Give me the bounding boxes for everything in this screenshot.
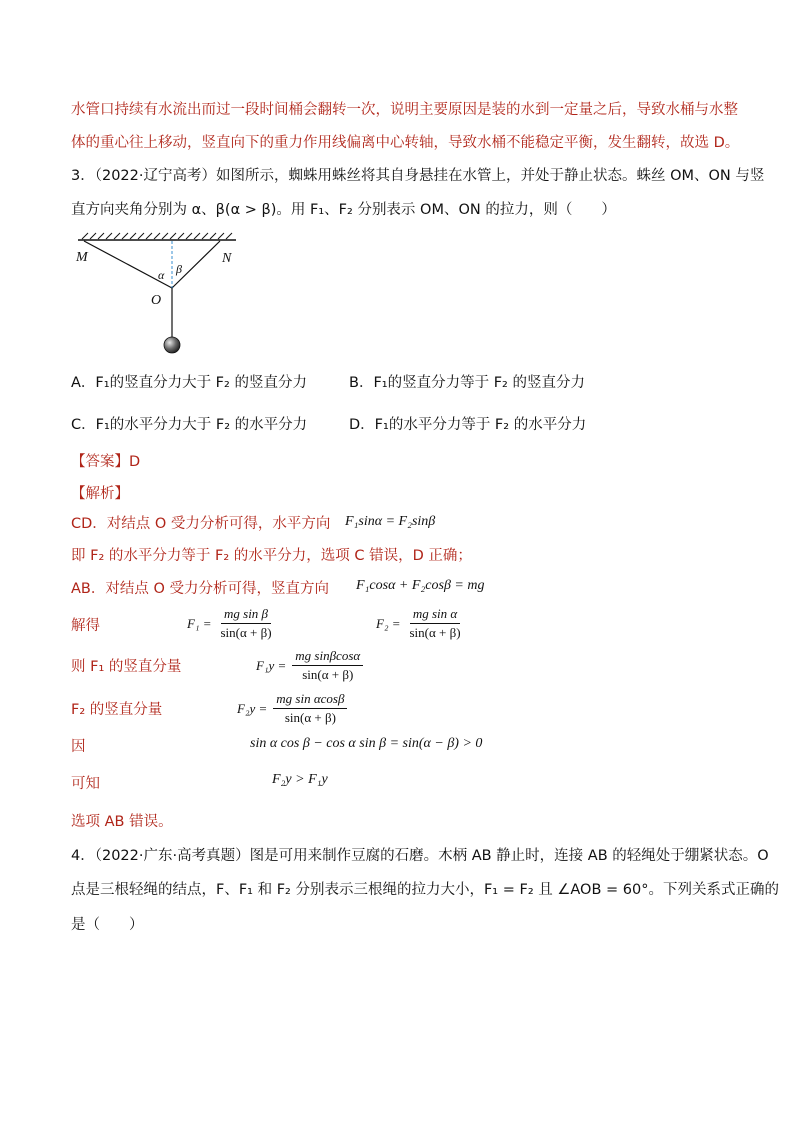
label-o: O	[151, 293, 162, 308]
q3-cd-conclusion: 即 F₂ 的水平分力等于 F₂ 的水平分力，选项 C 错误，D 正确；	[71, 548, 472, 564]
f2y-denominator: sin(α + β)	[284, 710, 336, 725]
q3-option-d: D．F₁的水平分力等于 F₂ 的水平分力	[349, 417, 587, 433]
q3-f2-fraction	[376, 606, 464, 641]
f1y-numerator: mg sinβcosα	[292, 648, 363, 666]
q3-option-c: C．F₁的水平分力大于 F₂ 的水平分力	[71, 417, 308, 433]
label-m: M	[76, 250, 88, 265]
q3-f2y-label: F₂ 的竖直分量	[71, 702, 163, 718]
q3-answer: 【答案】D	[71, 454, 141, 470]
q3-solve-label: 解得	[71, 618, 100, 634]
spider-ball	[164, 337, 180, 353]
f1-denominator: sin(α + β)	[220, 625, 272, 640]
f2-lhs: F₂ =	[376, 615, 401, 631]
q3-cd-text: CD．对结点 O 受力分析可得，水平方向	[71, 516, 331, 532]
q3-hence-equation: F₂y > F₁y	[272, 772, 328, 787]
q3-ab-equation: F₁cosα + F₂cosβ = mg	[356, 578, 485, 593]
f1-lhs: F₁ =	[187, 615, 212, 631]
q4-stem-line-1: 4．（2022·广东·高考真题）图是可用来制作豆腐的石磨。木柄 AB 静止时，连接 AB 的轻绳处于绷紧状态。O	[71, 848, 769, 864]
para-top-line-2: 体的重心往上移动，竖直向下的重力作用线偏离中心转轴，导致水桶不能稳定平衡，发生翻转，故选 D。	[71, 135, 740, 151]
q3-stem-line-2: 直方向夹角分别为 α、β(α > β)。用 F₁、F₂ 分别表示 OM、ON 的拉力，则（ ）	[71, 202, 616, 218]
label-n: N	[222, 251, 232, 266]
f1y-lhs: F₁y =	[256, 657, 287, 673]
f2y-lhs: F₂y =	[237, 700, 268, 716]
q3-f1-fraction	[187, 606, 275, 641]
q3-because-label: 因	[71, 739, 86, 755]
f2-numerator: mg sin α	[410, 606, 460, 624]
q3-option-b: B．F₁的竖直分力等于 F₂ 的竖直分力	[349, 375, 585, 391]
q3-option-a: A．F₁的竖直分力大于 F₂ 的竖直分力	[71, 375, 307, 391]
f2-denominator: sin(α + β)	[409, 625, 461, 640]
q3-stem-line-1: 3．（2022·辽宁高考）如图所示，蜘蛛用蛛丝将其自身悬挂在水管上，并处于静止状态。蛛丝 OM、ON 与竖	[71, 168, 765, 184]
label-alpha: α	[158, 268, 165, 282]
label-beta: β	[176, 262, 182, 276]
q4-stem-line-3: 是（ ）	[71, 917, 144, 933]
f1y-denominator: sin(α + β)	[302, 667, 354, 682]
q3-f1y-fraction	[256, 648, 363, 683]
q3-figure	[74, 232, 240, 356]
f2y-numerator: mg sin αcosβ	[273, 691, 347, 709]
q3-f2y-fraction	[237, 691, 347, 726]
f1-numerator: mg sin β	[221, 606, 271, 624]
q3-because-equation: sin α cos β − cos α sin β = sin(α − β) > 0	[250, 736, 483, 751]
q3-f1y-label: 则 F₁ 的竖直分量	[71, 659, 182, 675]
ceiling-hatch	[82, 233, 232, 239]
q3-analysis-title: 【解析】	[71, 486, 129, 502]
q3-cd-equation: F₁sinα = F₂sinβ	[345, 514, 436, 529]
q3-ab-conclusion: 选项 AB 错误。	[71, 814, 173, 830]
q4-stem-line-2: 点是三根轻绳的结点，F、F₁ 和 F₂ 分别表示三根绳的拉力大小，F₁ = F₂ 且 ∠AOB = 60°。下列关系式正确的	[71, 882, 779, 898]
q3-hence-label: 可知	[71, 776, 100, 792]
para-top-line-1: 水管口持续有水流出而过一段时间桶会翻转一次，说明主要原因是装的水到一定量之后，导致水桶与水整	[71, 102, 738, 118]
q3-ab-text: AB．对结点 O 受力分析可得，竖直方向	[71, 581, 329, 597]
